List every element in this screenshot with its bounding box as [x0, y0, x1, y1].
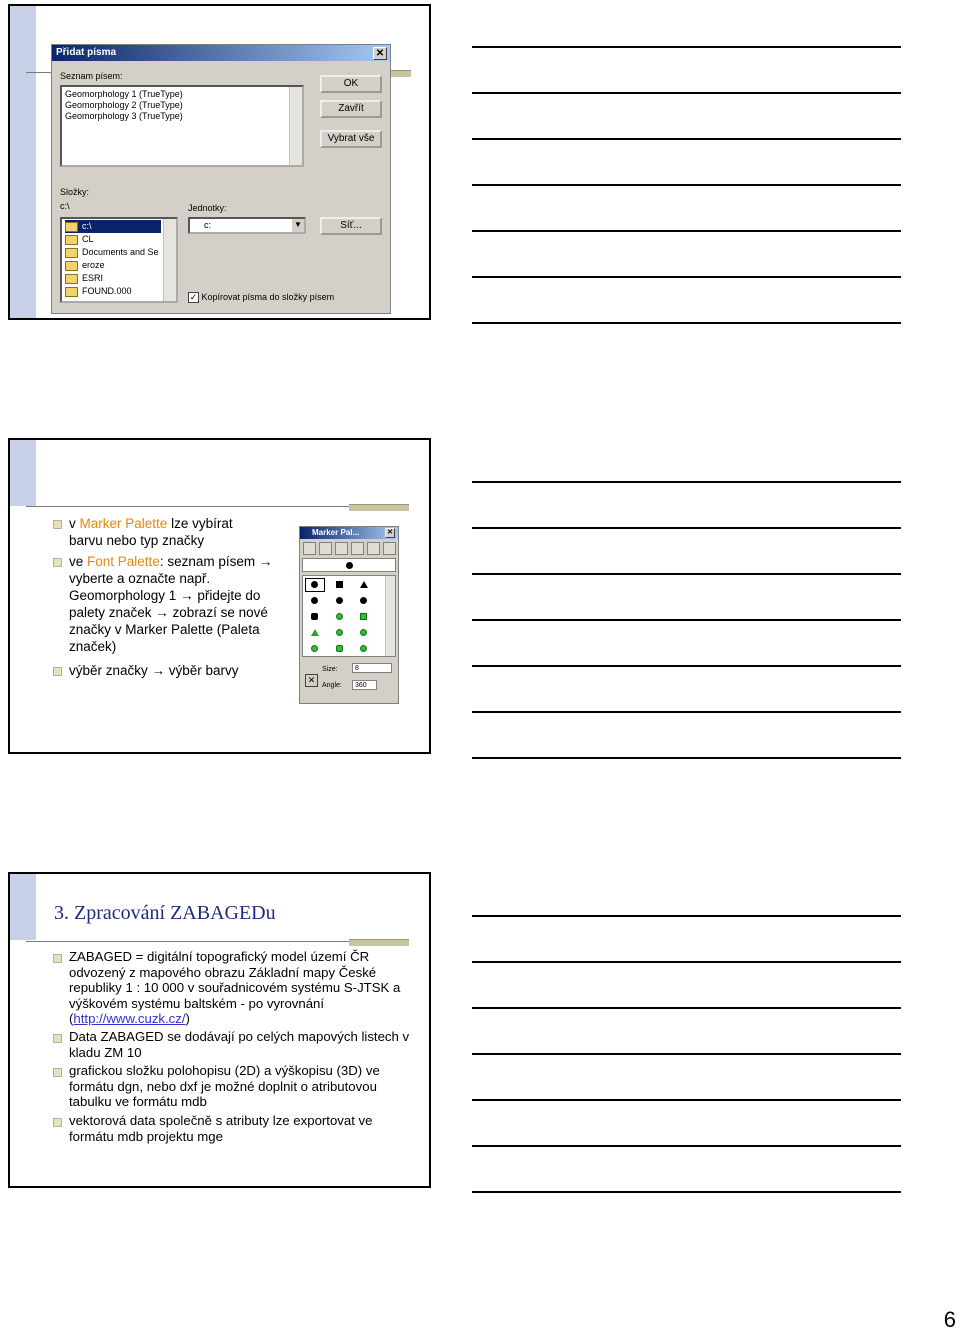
bullet-icon [53, 954, 62, 963]
dialog-title: Přidat písma [56, 47, 117, 58]
marker-preview [302, 558, 396, 572]
drives-label: Jednotky: [188, 203, 227, 213]
add-fonts-dialog [51, 44, 391, 314]
folder-icon [65, 235, 78, 245]
slide-band [10, 874, 36, 940]
folders-listbox[interactable] [60, 217, 178, 303]
bullet-icon [53, 667, 62, 676]
drive-select[interactable]: c: ▼ [188, 217, 306, 234]
close-icon[interactable]: ✕ [373, 47, 387, 60]
color-tool-icon[interactable] [383, 542, 396, 555]
font-listbox[interactable] [60, 85, 304, 167]
square-marker-icon[interactable] [336, 581, 343, 588]
bullet-item: ZABAGED = digitální topografický model území ČR odvozený z mapového obrazu Základní mapy České republiky 1 : 10 000 v souřadnicovém systému S-JTSK a výškovém systému baltském - po vyrovnání (http://www.cuzk.cz/) [69, 949, 414, 1027]
bullet-item: v Marker Palette lze vybírat barvu nebo typ značky [69, 515, 269, 549]
triangle-marker-icon[interactable] [360, 581, 368, 588]
circle-marker-icon[interactable] [360, 597, 367, 604]
green-ring-marker-icon[interactable] [360, 645, 367, 652]
folder-item[interactable]: FOUND.000 [65, 285, 173, 298]
font-item[interactable]: Geomorphology 3 (TrueType) [65, 111, 183, 121]
green-circle-marker-icon[interactable] [336, 613, 343, 620]
slide-band [10, 6, 36, 318]
text-tool-icon[interactable] [351, 542, 364, 555]
marker-palette [299, 526, 399, 704]
green-square-marker-icon[interactable] [360, 613, 367, 620]
slide-1 [8, 4, 431, 320]
checkbox-checked-icon[interactable]: ✓ [189, 292, 198, 303]
palette-title: Marker Pal... [312, 528, 360, 537]
size-select[interactable]: 8 [352, 663, 392, 673]
bullet-icon [53, 1034, 62, 1043]
folder-icon [65, 261, 78, 271]
circle-marker-icon[interactable] [311, 581, 318, 588]
bullet-icon [53, 1068, 62, 1077]
marker-grid[interactable] [302, 575, 396, 657]
notes-lines-3 [472, 915, 901, 1237]
bullet-icon [53, 520, 62, 529]
pen-tool-icon[interactable] [319, 542, 332, 555]
brush-tool-icon[interactable] [335, 542, 348, 555]
folders-scrollbar[interactable] [163, 219, 176, 301]
marker-scrollbar[interactable] [385, 576, 395, 656]
bullet-item: výběr značky → výběr barvy [69, 662, 284, 679]
bullet-icon [53, 1118, 62, 1127]
pentagon-marker-icon[interactable] [311, 597, 318, 604]
fill-tool-icon[interactable] [367, 542, 380, 555]
slide-title: 3. Zpracování ZABAGEDu [54, 902, 276, 924]
notes-lines-1 [472, 46, 901, 368]
folder-icon [65, 248, 78, 258]
folder-item[interactable]: eroze [65, 259, 173, 272]
delete-marker-icon[interactable]: ✕ [305, 674, 318, 687]
green-circle-marker-icon[interactable] [311, 645, 318, 652]
bullet-item: Data ZABAGED se dodávají po celých mapových listech v kladu ZM 10 [69, 1029, 414, 1060]
page-number: 6 [943, 1307, 956, 1332]
copy-fonts-label: Kopírovat písma do složky písem [201, 292, 335, 302]
rounded-square-marker-icon[interactable] [311, 613, 318, 620]
slide-3 [8, 872, 431, 1188]
close-button[interactable]: Zavřít [320, 100, 382, 118]
font-list-scrollbar[interactable] [289, 87, 302, 165]
folders-label: Složky: [60, 187, 90, 197]
folder-path: c:\ [60, 201, 70, 211]
close-icon[interactable]: ✕ [385, 528, 395, 538]
folder-icon [65, 287, 78, 297]
copy-fonts-option[interactable] [188, 292, 334, 303]
circle-marker-icon[interactable] [336, 597, 343, 604]
green-triangle-marker-icon[interactable] [311, 629, 319, 636]
font-item[interactable]: Geomorphology 1 (TrueType) [65, 89, 183, 99]
font-item[interactable]: Geomorphology 2 (TrueType) [65, 100, 183, 110]
folder-item[interactable]: Documents and Se [65, 246, 173, 259]
angle-label: Angle: [322, 682, 342, 689]
network-button[interactable]: Síť... [320, 217, 382, 235]
folder-item[interactable]: CL [65, 233, 173, 246]
slide-accent [349, 939, 409, 946]
chevron-down-icon[interactable]: ▼ [292, 219, 304, 232]
folder-icon [65, 274, 78, 284]
pointer-tool-icon[interactable] [303, 542, 316, 555]
slide-band [10, 440, 36, 506]
green-octagon-marker-icon[interactable] [360, 629, 367, 636]
font-list-label: Seznam písem: [60, 71, 123, 81]
slide-accent [349, 504, 409, 511]
circle-marker-icon [346, 562, 353, 569]
folder-item[interactable]: c:\ [65, 220, 161, 233]
folder-item[interactable]: ESRI [65, 272, 173, 285]
dialog-titlebar [52, 45, 390, 61]
bullet-icon [53, 558, 62, 567]
bullet-item: grafickou složku polohopisu (2D) a výškopisu (3D) ve formátu dgn, nebo dxf je možné doplnit o atributovou tabulku ve formátu mdb [69, 1063, 414, 1110]
bullet-item: vektorová data společně s atributy lze exportovat ve formátu mdb projektu mge [69, 1113, 414, 1144]
palette-titlebar [300, 527, 398, 539]
select-all-button[interactable]: Vybrat vše [320, 130, 382, 148]
green-pentagon-marker-icon[interactable] [336, 629, 343, 636]
notes-lines-2 [472, 481, 901, 803]
cuzk-link[interactable]: http://www.cuzk.cz/ [73, 1011, 186, 1026]
slide-2 [8, 438, 431, 754]
folder-open-icon [65, 222, 78, 232]
bullet-item: ve Font Palette: seznam písem → vyberte a označte např. Geomorphology 1 → přidejte do palety značek → zobrazí se nové značky v Marker Palette (Paleta značek) [69, 553, 284, 655]
angle-input[interactable]: 360 [352, 680, 377, 690]
green-rounded-square-marker-icon[interactable] [336, 645, 343, 652]
ok-button[interactable]: OK [320, 75, 382, 93]
size-label: Size: [322, 666, 338, 673]
